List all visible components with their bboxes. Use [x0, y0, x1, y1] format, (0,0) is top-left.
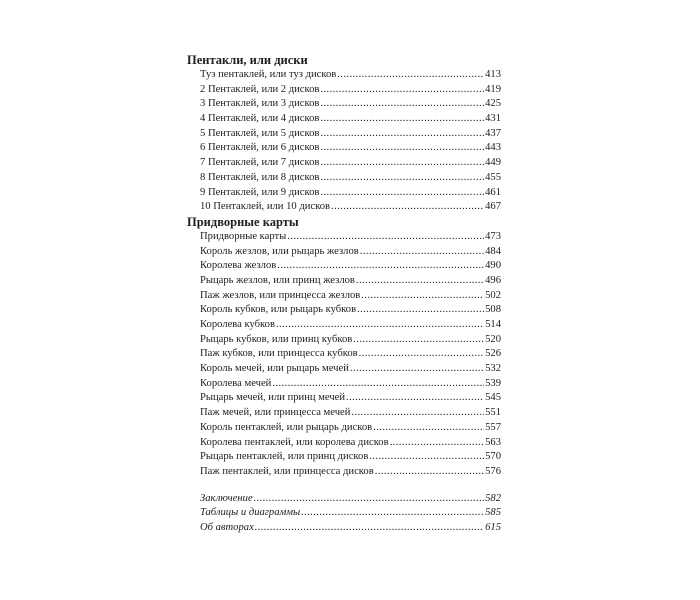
toc-entry[interactable] [187, 274, 501, 289]
entry-title: Об авторах [200, 521, 254, 533]
entry-title: 10 Пентаклей, или 10 дисков [200, 201, 331, 213]
dot-leader [346, 391, 484, 406]
dot-leader [369, 450, 484, 465]
toc-entry[interactable] [187, 259, 501, 274]
toc-entry[interactable] [187, 465, 501, 480]
entry-title: Таблицы и диаграммы [200, 507, 301, 519]
entry-page: 576 [485, 465, 501, 477]
toc-entry[interactable] [187, 391, 501, 406]
dot-leader [360, 245, 484, 260]
entry-page: 425 [485, 98, 501, 110]
entry-title: Паж кубков, или принцесса кубков [200, 348, 358, 360]
entry-page: 545 [485, 392, 501, 404]
entry-page: 496 [485, 274, 501, 286]
dot-leader [320, 127, 484, 142]
entry-page: 437 [485, 127, 501, 139]
entry-page: 413 [485, 69, 501, 80]
table-of-contents [187, 53, 501, 536]
dot-leader [331, 200, 484, 215]
toc-entry-authors[interactable] [187, 521, 501, 536]
dot-leader [254, 492, 484, 507]
toc-entry[interactable] [187, 406, 501, 421]
dot-leader [356, 274, 484, 289]
dot-leader [337, 68, 484, 83]
toc-entry[interactable] [187, 97, 501, 112]
dot-leader [373, 421, 484, 436]
toc-entry[interactable] [187, 318, 501, 333]
toc-entry[interactable] [187, 289, 501, 304]
dot-leader [351, 406, 484, 421]
entry-page: 461 [485, 186, 501, 198]
dot-leader [353, 333, 484, 348]
entry-title: Рыцарь пентаклей, или принц дисков [200, 451, 369, 463]
entry-page: 490 [485, 260, 501, 272]
entry-title: Королева жезлов [200, 260, 277, 272]
entry-title: Паж мечей, или принцесса мечей [200, 407, 351, 419]
dot-leader [359, 347, 484, 362]
entry-page: 570 [485, 451, 501, 463]
dot-leader [277, 259, 484, 274]
entry-page: 455 [485, 171, 501, 183]
toc-entry[interactable] [187, 186, 501, 201]
entry-page: 582 [485, 492, 501, 504]
dot-leader [357, 303, 484, 318]
entry-title: 6 Пентаклей, или 6 дисков [200, 142, 320, 154]
entry-title: 7 Пентаклей, или 7 дисков [200, 157, 320, 169]
entry-page: 615 [485, 521, 501, 533]
entry-page: 532 [485, 363, 501, 375]
entry-title: Королева пентаклей, или королева дисков [200, 436, 389, 448]
entry-page: 484 [485, 245, 501, 257]
entry-page: 557 [485, 421, 501, 433]
toc-entry[interactable] [187, 171, 501, 186]
entry-title: Рыцарь мечей, или принц мечей [200, 392, 346, 404]
dot-leader [276, 318, 484, 333]
entry-page: 563 [485, 436, 501, 448]
entry-page: 585 [485, 507, 501, 519]
toc-entry[interactable] [187, 112, 501, 127]
section-heading-court-cards: Придворные карты [187, 214, 299, 229]
toc-entry[interactable] [187, 377, 501, 392]
dot-leader [320, 141, 484, 156]
dot-leader [272, 377, 484, 392]
toc-entry[interactable] [187, 362, 501, 377]
entry-title: Король пентаклей, или рыцарь дисков [200, 421, 373, 433]
entry-title: Рыцарь жезлов, или принц жезлов [200, 274, 355, 286]
toc-entry[interactable] [187, 436, 501, 451]
dot-leader [320, 97, 484, 112]
entry-title: Придворные карты [200, 230, 287, 242]
entry-page: 449 [485, 157, 501, 169]
entry-page: 419 [485, 83, 501, 95]
dot-leader [301, 506, 484, 521]
toc-entry[interactable] [187, 245, 501, 260]
toc-entry-conclusion[interactable] [187, 492, 501, 507]
entry-title: 5 Пентаклей, или 5 дисков [200, 127, 320, 139]
entry-page: 526 [485, 348, 501, 360]
toc-entry[interactable] [187, 200, 501, 215]
entry-title: Король мечей, или рыцарь мечей [200, 363, 349, 375]
entry-page: 520 [485, 333, 501, 345]
toc-entry[interactable] [187, 333, 501, 348]
entry-title: Заключение [200, 492, 253, 504]
entry-title: 3 Пентаклей, или 3 дисков [200, 98, 320, 110]
dot-leader [320, 186, 484, 201]
entry-page: 514 [485, 319, 501, 330]
entry-title: Рыцарь кубков, или принц кубков [200, 333, 353, 345]
entry-title: Королева мечей [200, 377, 272, 389]
entry-page: 508 [485, 304, 501, 316]
toc-entry-tables[interactable] [187, 506, 501, 521]
toc-entry[interactable] [187, 421, 501, 436]
dot-leader [350, 362, 484, 377]
dot-leader [390, 436, 485, 451]
dot-leader [320, 156, 484, 171]
entry-title: 9 Пентаклей, или 9 дисков [200, 186, 320, 198]
section-spacer [187, 480, 501, 492]
entry-title: Туз пентаклей, или туз дисков [200, 69, 337, 80]
toc-entry[interactable] [187, 127, 501, 142]
dot-leader [375, 465, 484, 480]
dot-leader [320, 112, 484, 127]
entry-page: 473 [485, 230, 501, 242]
entry-page: 467 [485, 201, 501, 213]
entry-title: 2 Пентаклей, или 2 дисков [200, 83, 320, 95]
dot-leader [287, 230, 484, 245]
toc-entry[interactable] [187, 156, 501, 171]
toc-entry[interactable] [187, 303, 501, 318]
entry-title: Король кубков, или рыцарь кубков [200, 304, 357, 316]
dot-leader [255, 521, 484, 536]
entry-title: 8 Пентаклей, или 8 дисков [200, 171, 320, 183]
entry-title: Паж жезлов, или принцесса жезлов [200, 289, 361, 301]
toc-entry[interactable] [187, 141, 501, 156]
dot-leader [320, 83, 484, 98]
entry-page: 551 [485, 407, 501, 419]
entry-title: 4 Пентаклей, или 4 дисков [200, 113, 320, 125]
toc-entry[interactable] [187, 83, 501, 98]
section-heading-pentacles: Пентакли, или диски [187, 53, 308, 67]
toc-entry[interactable] [187, 230, 501, 245]
toc-entry[interactable] [187, 68, 501, 83]
entry-title: Паж пентаклей, или принцесса дисков [200, 465, 374, 477]
entry-title: Королева кубков [200, 319, 275, 330]
toc-entry[interactable] [187, 347, 501, 362]
entry-page: 443 [485, 142, 501, 154]
entry-page: 502 [485, 289, 501, 301]
entry-title: Король жезлов, или рыцарь жезлов [200, 245, 359, 257]
dot-leader [320, 171, 484, 186]
entry-page: 431 [485, 113, 501, 125]
entry-page: 539 [485, 377, 501, 389]
toc-entry[interactable] [187, 450, 501, 465]
dot-leader [361, 289, 484, 304]
